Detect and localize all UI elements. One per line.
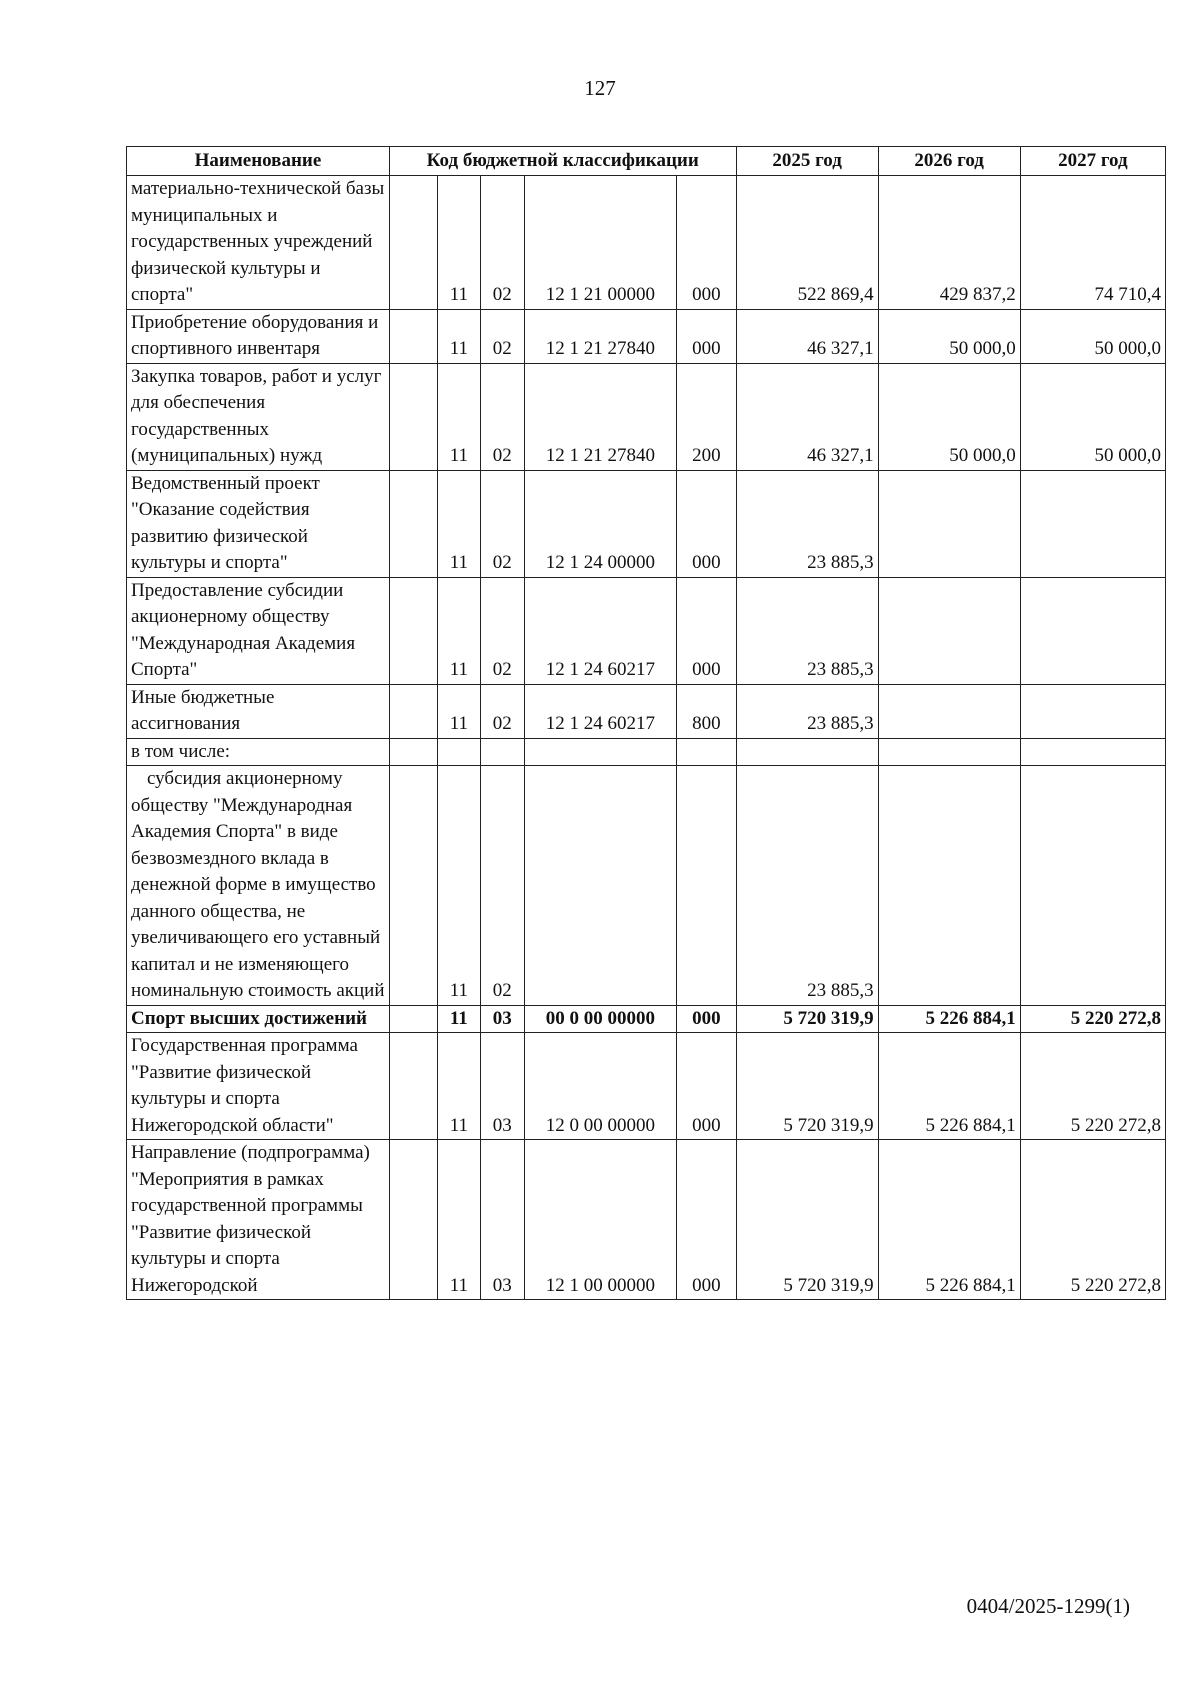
table-row <box>127 684 1166 738</box>
code-subsection: 02 <box>481 684 524 738</box>
code-target: 12 1 24 00000 <box>524 470 677 577</box>
code-expense-type <box>677 738 736 766</box>
code-subsection: 03 <box>481 1005 524 1033</box>
code-expense-type: 000 <box>677 577 736 684</box>
code-expense-type: 000 <box>677 470 736 577</box>
code-subsection <box>481 738 524 766</box>
code-target: 12 1 21 00000 <box>524 176 677 310</box>
value-2025: 522 869,4 <box>736 176 878 310</box>
table-row <box>127 470 1166 577</box>
table-row <box>127 363 1166 470</box>
row-name: в том числе: <box>127 738 390 766</box>
code-subsection: 03 <box>481 1033 524 1140</box>
budget-table <box>126 146 1166 1300</box>
value-2027: 5 220 272,8 <box>1020 1005 1165 1033</box>
row-name: материально-технической базы муниципальных и государственных учреждений физической культуры и спорта" <box>127 176 390 310</box>
code-target: 12 1 00 00000 <box>524 1140 677 1300</box>
header-name: Наименование <box>127 147 390 176</box>
code-target: 12 1 21 27840 <box>524 363 677 470</box>
code-subsection: 02 <box>481 176 524 310</box>
code-section: 11 <box>437 470 480 577</box>
code-blank <box>389 738 437 766</box>
code-expense-type: 000 <box>677 1140 736 1300</box>
row-name: Иные бюджетные ассигнования <box>127 684 390 738</box>
code-blank <box>389 684 437 738</box>
code-subsection: 02 <box>481 309 524 363</box>
header-2025: 2025 год <box>736 147 878 176</box>
value-2027 <box>1020 766 1165 1006</box>
code-blank <box>389 1005 437 1033</box>
code-subsection: 02 <box>481 363 524 470</box>
code-target: 12 0 00 00000 <box>524 1033 677 1140</box>
code-expense-type: 800 <box>677 684 736 738</box>
row-name-text: субсидия акционерному обществу "Международная Академия Спорта" в виде безвозмездного вклада в денежной форме в имущество данного общества, не увеличивающего его уставный капитал и не изменяющего номинальную стоимость акций <box>131 768 385 1001</box>
code-section: 11 <box>437 766 480 1006</box>
code-expense-type: 000 <box>677 1033 736 1140</box>
value-2027: 74 710,4 <box>1020 176 1165 310</box>
row-name: Ведомственный проект "Оказание содействия развитию физической культуры и спорта" <box>127 470 390 577</box>
code-subsection: 02 <box>481 470 524 577</box>
code-expense-type: 200 <box>677 363 736 470</box>
table-row <box>127 577 1166 684</box>
value-2027 <box>1020 684 1165 738</box>
code-target <box>524 766 677 1006</box>
code-expense-type <box>677 766 736 1006</box>
value-2026 <box>878 766 1020 1006</box>
code-section: 11 <box>437 176 480 310</box>
code-expense-type: 000 <box>677 309 736 363</box>
value-2026: 429 837,2 <box>878 176 1020 310</box>
table-row <box>127 738 1166 766</box>
value-2027: 5 220 272,8 <box>1020 1140 1165 1300</box>
value-2026 <box>878 470 1020 577</box>
value-2025: 23 885,3 <box>736 577 878 684</box>
code-blank <box>389 309 437 363</box>
value-2026 <box>878 684 1020 738</box>
value-2026 <box>878 738 1020 766</box>
code-section: 11 <box>437 577 480 684</box>
row-name <box>127 766 390 1006</box>
header-2027: 2027 год <box>1020 147 1165 176</box>
value-2025: 23 885,3 <box>736 766 878 1006</box>
value-2027 <box>1020 738 1165 766</box>
code-blank <box>389 1140 437 1300</box>
code-target: 12 1 24 60217 <box>524 684 677 738</box>
value-2025: 5 720 319,9 <box>736 1033 878 1140</box>
value-2027: 50 000,0 <box>1020 309 1165 363</box>
row-name: Предоставление субсидии акционерному обществу "Международная Академия Спорта" <box>127 577 390 684</box>
table-row <box>127 309 1166 363</box>
code-blank <box>389 470 437 577</box>
page-number: 127 <box>584 76 616 100</box>
header-2026: 2026 год <box>878 147 1020 176</box>
code-blank <box>389 176 437 310</box>
table-row <box>127 766 1166 1006</box>
code-blank <box>389 1033 437 1140</box>
code-target: 00 0 00 00000 <box>524 1005 677 1033</box>
row-name: Государственная программа "Развитие физической культуры и спорта Нижегородской области" <box>127 1033 390 1140</box>
table-row <box>127 1140 1166 1300</box>
table-row <box>127 1005 1166 1033</box>
value-2026: 5 226 884,1 <box>878 1140 1020 1300</box>
table-row <box>127 176 1166 310</box>
table-row <box>127 1033 1166 1140</box>
code-subsection: 03 <box>481 1140 524 1300</box>
code-blank <box>389 766 437 1006</box>
header-code: Код бюджетной классификации <box>389 147 736 176</box>
value-2026: 5 226 884,1 <box>878 1005 1020 1033</box>
code-section <box>437 738 480 766</box>
value-2026 <box>878 577 1020 684</box>
code-section: 11 <box>437 1140 480 1300</box>
table-header-row <box>127 147 1166 176</box>
code-expense-type: 000 <box>677 176 736 310</box>
code-target: 12 1 21 27840 <box>524 309 677 363</box>
code-section: 11 <box>437 1005 480 1033</box>
value-2025 <box>736 738 878 766</box>
code-subsection: 02 <box>481 577 524 684</box>
value-2027: 5 220 272,8 <box>1020 1033 1165 1140</box>
value-2025: 46 327,1 <box>736 363 878 470</box>
code-blank <box>389 577 437 684</box>
row-name: Спорт высших достижений <box>127 1005 390 1033</box>
row-name: Закупка товаров, работ и услуг для обеспечения государственных (муниципальных) нужд <box>127 363 390 470</box>
value-2026: 50 000,0 <box>878 309 1020 363</box>
value-2025: 5 720 319,9 <box>736 1005 878 1033</box>
value-2025: 5 720 319,9 <box>736 1140 878 1300</box>
value-2025: 46 327,1 <box>736 309 878 363</box>
code-target <box>524 738 677 766</box>
code-expense-type: 000 <box>677 1005 736 1033</box>
value-2027: 50 000,0 <box>1020 363 1165 470</box>
code-blank <box>389 363 437 470</box>
value-2027 <box>1020 577 1165 684</box>
value-2025: 23 885,3 <box>736 684 878 738</box>
row-name: Приобретение оборудования и спортивного инвентаря <box>127 309 390 363</box>
code-section: 11 <box>437 363 480 470</box>
code-subsection: 02 <box>481 766 524 1006</box>
value-2026: 50 000,0 <box>878 363 1020 470</box>
value-2026: 5 226 884,1 <box>878 1033 1020 1140</box>
value-2025: 23 885,3 <box>736 470 878 577</box>
document-code: 0404/2025-1299(1) <box>966 1594 1130 1618</box>
code-section: 11 <box>437 684 480 738</box>
code-target: 12 1 24 60217 <box>524 577 677 684</box>
code-section: 11 <box>437 309 480 363</box>
code-section: 11 <box>437 1033 480 1140</box>
row-name: Направление (подпрограмма) "Мероприятия в рамках государственной программы "Развитие физической культуры и спорта Нижегородской <box>127 1140 390 1300</box>
value-2027 <box>1020 470 1165 577</box>
